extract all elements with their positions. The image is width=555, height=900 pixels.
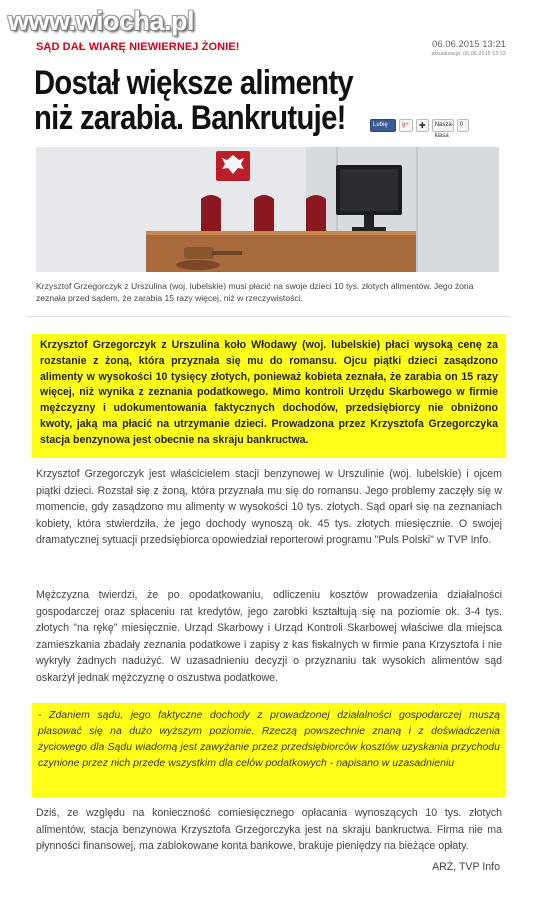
article-photo xyxy=(36,147,499,272)
photo-caption: Krzysztof Grzegorczyk z Urszulina (woj. lubelskie) musi płacić na swoje dzieci 10 tys. złotych alimentów. Jego żona zeznała przed sądem, że zarabia 15 razy więcej, niż w rzeczywistości. xyxy=(36,281,474,303)
article-dates xyxy=(431,39,506,57)
article-title: Dostał większe alimenty niż zarabia. Bankrutuje! xyxy=(34,64,353,137)
share-icon: ✚ xyxy=(419,121,426,130)
article xyxy=(28,0,510,900)
article-lead: Krzysztof Grzegorczyk z Urszulina koło Włodawy (woj. lubelskie) płaci wysoką cenę za rozstanie z żoną, która przyznała się mu do romansu. Ojcu piątki dzieci zasądzono alimenty w wysokości 10 tysięcy złotych, ponieważ kobieta zeznała, że zarabia on 15 razy więcej, niż wynika z zeznania podatkowego. Mimo kontroli Urzędu Skarbowego w firmie mężczyzny i udokumentowania faktycznych dochodów, przedsiębiorcy nie obniżono kwoty, jaką ma płacić na utrzymanie dzieci. Prowadzona przez Krzysztofa Grzegorczyka stacja benzynowa jest obecnie na skraju bankructwa. xyxy=(32,334,506,458)
share-count: 0 xyxy=(457,119,469,132)
site-watermark: www.wiocha.pl xyxy=(8,6,195,36)
divider xyxy=(28,316,510,317)
court-quote: - Zdaniem sądu, jego faktyczne dochody z prowadzonej działalności gospodarczej muszą plasować się na dużo wyższym poziomie. Rzeczą powszechnie znaną i z doświadczenia życiowego dla Sądu wiadomą jest zawyżanie przez przedsiębiorców kosztów uzyskania przychodu czynione przez nich przede wszystkim dla celów podatkowych - napisano w uzasadnieniu xyxy=(32,703,506,797)
paragraph: Mężczyzna twierdzi, że po opodatkowaniu, odliczeniu kosztów prowadzenia działalności gospodarczej oraz spłaceniu rat kredytów, jego zarobki kształtują się na poziomie ok. 3-4 tys. złotych "na rękę" miesięcznie. Urząd Skarbowy i Urząd Kontroli Skarbowej właściwe dla miejsca zamieszkania zbadały zeznania podatkowe i zapisy z kas fiskalnych w firmie pana Krzysztofa i nie wykryły żadnych nadużyć. W uzasadnieniu decyzji o przyznaniu tak wysokich alimentów sąd oskarżył jednak mężczyznę o oszustwa podatkowe. xyxy=(36,589,502,684)
courtroom-illustration xyxy=(36,147,499,272)
share-bar xyxy=(370,119,469,139)
article-kicker: SĄD DAŁ WIARĘ NIEWIERNEJ ŻONIE! xyxy=(36,41,240,53)
byline: ARŻ, TVP Info xyxy=(432,861,500,873)
google-plus-button[interactable]: g+ xyxy=(399,119,413,132)
share-button[interactable] xyxy=(416,119,429,132)
facebook-like-button[interactable]: Lubię to! xyxy=(370,119,396,132)
nk-share-button[interactable]: Nasza-klasa xyxy=(432,119,454,132)
update-date: aktualizacja: 06.06.2015 13:22 xyxy=(431,51,506,57)
paragraph: Dziś, ze względu na konieczność comiesięcznego opłacania wynoszących 10 tys. złotych alimentów, stacja benzynowa Krzysztofa Grzegorczyka jest na skraju bankructwa. Firma nie ma płynności finansowej, ma zablokowane konta bankowe, brakuje pieniędzy na bieżące opłaty. xyxy=(36,807,502,852)
paragraph: Krzysztof Grzegorczyk jest właścicielem stacji benzynowej w Urszulinie (woj. lubelskie) i ojcem piątki dzieci. Rozstał się z żoną, która przyznała mu się do romansu. Jego problemy zaczęły się w momencie, gdy zasądzono mu alimenty w wysokości 10 tys. złotych. Sąd oparł się na zeznaniach kobiety, która stwierdziła, że jego dochody wynoszą ok. 45 tys. złotych miesięcznie. O swojej dramatycznej sytuacji przedsiębiorca opowiedział reporterowi programu "Puls Polski" w TVP Info. xyxy=(36,468,502,546)
publish-date: 06.06.2015 13:21 xyxy=(432,39,506,50)
eagle-emblem-icon xyxy=(216,151,250,181)
